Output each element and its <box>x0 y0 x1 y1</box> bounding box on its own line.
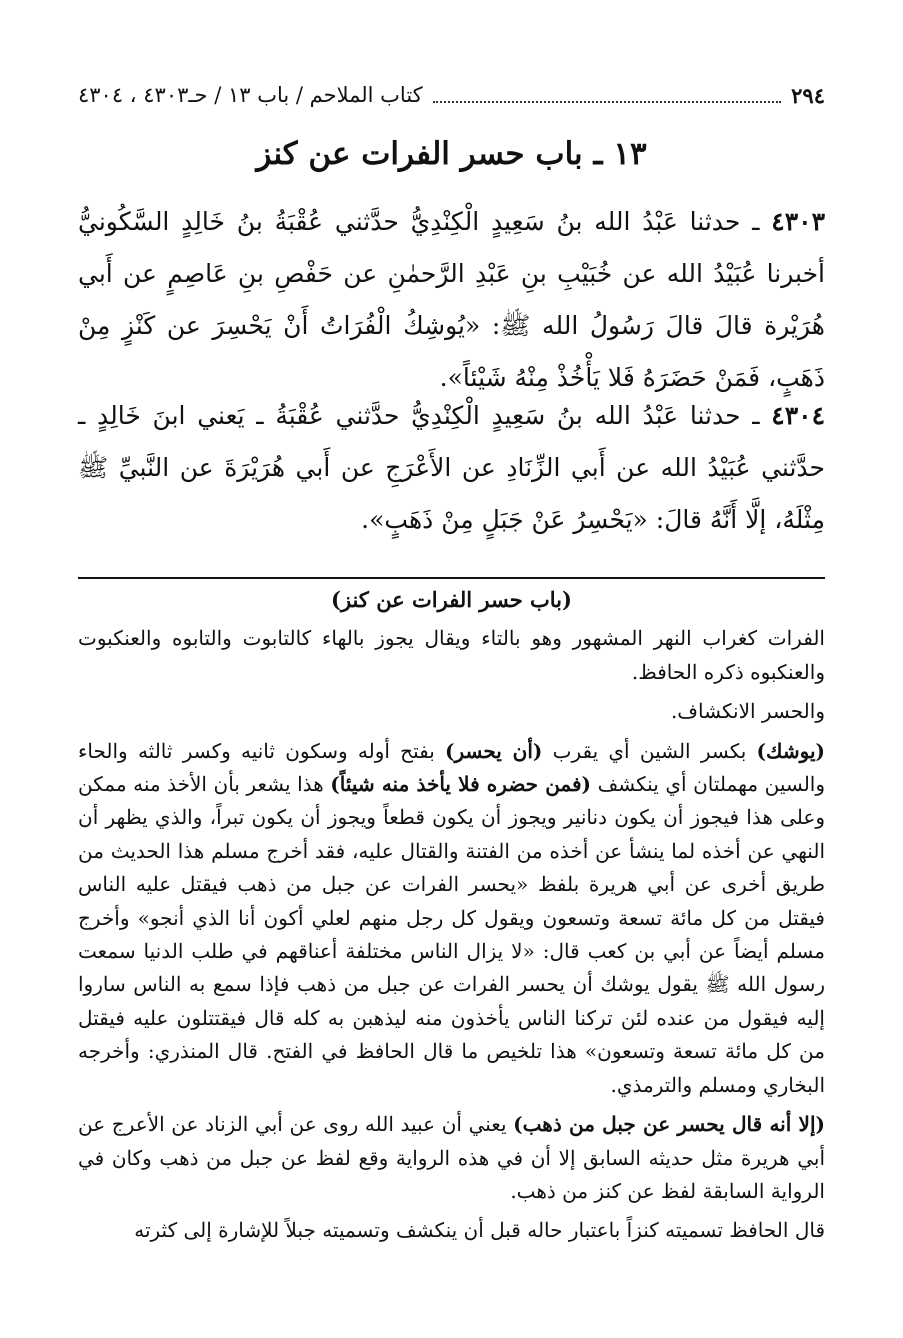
lemma: (أن يحسر) <box>445 738 543 763</box>
commentary <box>78 583 825 1254</box>
hadith-number: ٤٣٠٤ <box>771 401 825 430</box>
page-number: ٢٩٤ <box>791 82 825 108</box>
commentary-paragraph <box>78 1108 825 1208</box>
hadith-4303 <box>78 196 825 404</box>
gloss: يعني أن عبيد الله روى عن أبي الزناد عن الأعرج عن أبي هريرة مثل حديثه السابق إلا أن في هذه الرواية وقع لفظ عن جبل من ذهب وكان في الرواية السابقة لفظ عن كنز من ذهب. <box>78 1112 825 1203</box>
commentary-paragraph: والحسر الانكشاف. <box>670 699 825 724</box>
commentary-paragraph: قال الحافظ تسميته كنزاً باعتبار حاله قبل أن ينكشف وتسميته جبلاً للإشارة إلى كثرته <box>134 1218 825 1243</box>
lemma: (يوشك) <box>756 738 825 763</box>
gloss: بفتح أوله وسكون ثانيه وكسر ثالثه والحاء والسين مهملتان أي ينكشف <box>78 738 826 797</box>
hadith-number: ٤٣٠٣ <box>771 207 825 236</box>
commentary-paragraph <box>78 735 825 1102</box>
chapter-title: ١٣ ـ باب حسر الفرات عن كنز <box>256 136 647 172</box>
lemma: (فمن حضره فلا يأخذ منه شيئاً) <box>330 772 592 797</box>
running-head: كتاب الملاحم / باب ١٣ / حـ٤٣٠٣ ، ٤٣٠٤ <box>78 83 423 107</box>
lemma: (إلا أنه قال يحسر عن جبل من ذهب) <box>513 1112 825 1137</box>
dotted-leader <box>433 87 781 103</box>
commentary-title: (باب حسر الفرات عن كنز) <box>331 587 572 612</box>
gloss: بكسر الشين أي يقرب <box>542 738 757 763</box>
footnote-divider <box>78 577 825 579</box>
hadith-text: ـ حدثنا عَبْدُ الله بنُ سَعِيدٍ الْكِنْدِيُّ حدَّثني عُقْبَةُ ـ يَعني ابنَ خَالِدٍ ـ حدَّثني عُبَيْدُ الله عن أَبي الزِّنَادِ عن الأَعْرَجِ عن أَبي هُرَيْرَةَ عن النَّبيِّ ﷺ مِثْلَهُ، إلَّا أَنَّهُ قالَ: «يَحْسِرُ عَنْ جَبَلٍ مِنْ ذَهَبٍ». <box>78 401 825 534</box>
commentary-paragraph: الفرات كغراب النهر المشهور وهو بالتاء ويقال يجوز بالهاء كالتابوت والتابوه والعنكبوت والعنكبوه ذكره الحافظ. <box>78 626 825 684</box>
hadith-text: ـ حدثنا عَبْدُ الله بنُ سَعِيدٍ الْكِنْدِيُّ حدَّثني عُقْبَةُ بنُ خَالِدٍ السَّكُونيُّ أخبرنا عُبَيْدُ الله عن خُبَيْبِ بنِ عَبْدِ الرَّحمٰنِ عن حَفْصِ بنِ عَاصِمٍ عن أَبي هُرَيْرة قالَ قالَ رَسُولُ الله ﷺ: «يُوشِكُ الْفُرَاتُ أَنْ يَحْسِرَ عن كَنْزٍ مِنْ ذَهَبٍ، فَمَنْ حَضَرَهُ فَلا يَأْخُذْ مِنْهُ شَيْئاً». <box>78 207 825 392</box>
gloss: هذا يشعر بأن الأخذ منه ممكن وعلى هذا فيجوز أن يكون دنانير ويجوز أن يكون قطعاً ويجوز أن يكون تبراً، والذي يظهر أن النهي عن أخذه لما ينشأ عن أخذه من الفتنة والقتال عليه، فقد أخرج مسلم هذا الحديث من طريق أخرى عن أبي هريرة بلفظ «يحسر الفرات عن جبل من ذهب فيقتل عليه الناس فيقتل من كل مائة تسعة وتسعون ويقول كل رجل منهم لعلي أكون أنا الذي أنجو» وأخرج مسلم أيضاً عن أبي بن كعب قال: «لا يزال الناس مختلفة أعناقهم في طلب الدنيا سمعت رسول الله ﷺ يقول يوشك أن يحسر الفرات عن جبل من ذهب فإذا سمع به الناس ساروا إليه فيقول من عنده لئن تركنا الناس يأخذون منه ليذهبن به كله قال فيقتتلون عليه فيقتل من كل مائة تسعة وتسعون» هذا تلخيص ما قال الحافظ في الفتح. قال المنذري: وأخرجه البخاري ومسلم والترمذي. <box>78 772 825 1097</box>
page-header <box>78 78 825 112</box>
hadith-4304 <box>78 390 825 546</box>
